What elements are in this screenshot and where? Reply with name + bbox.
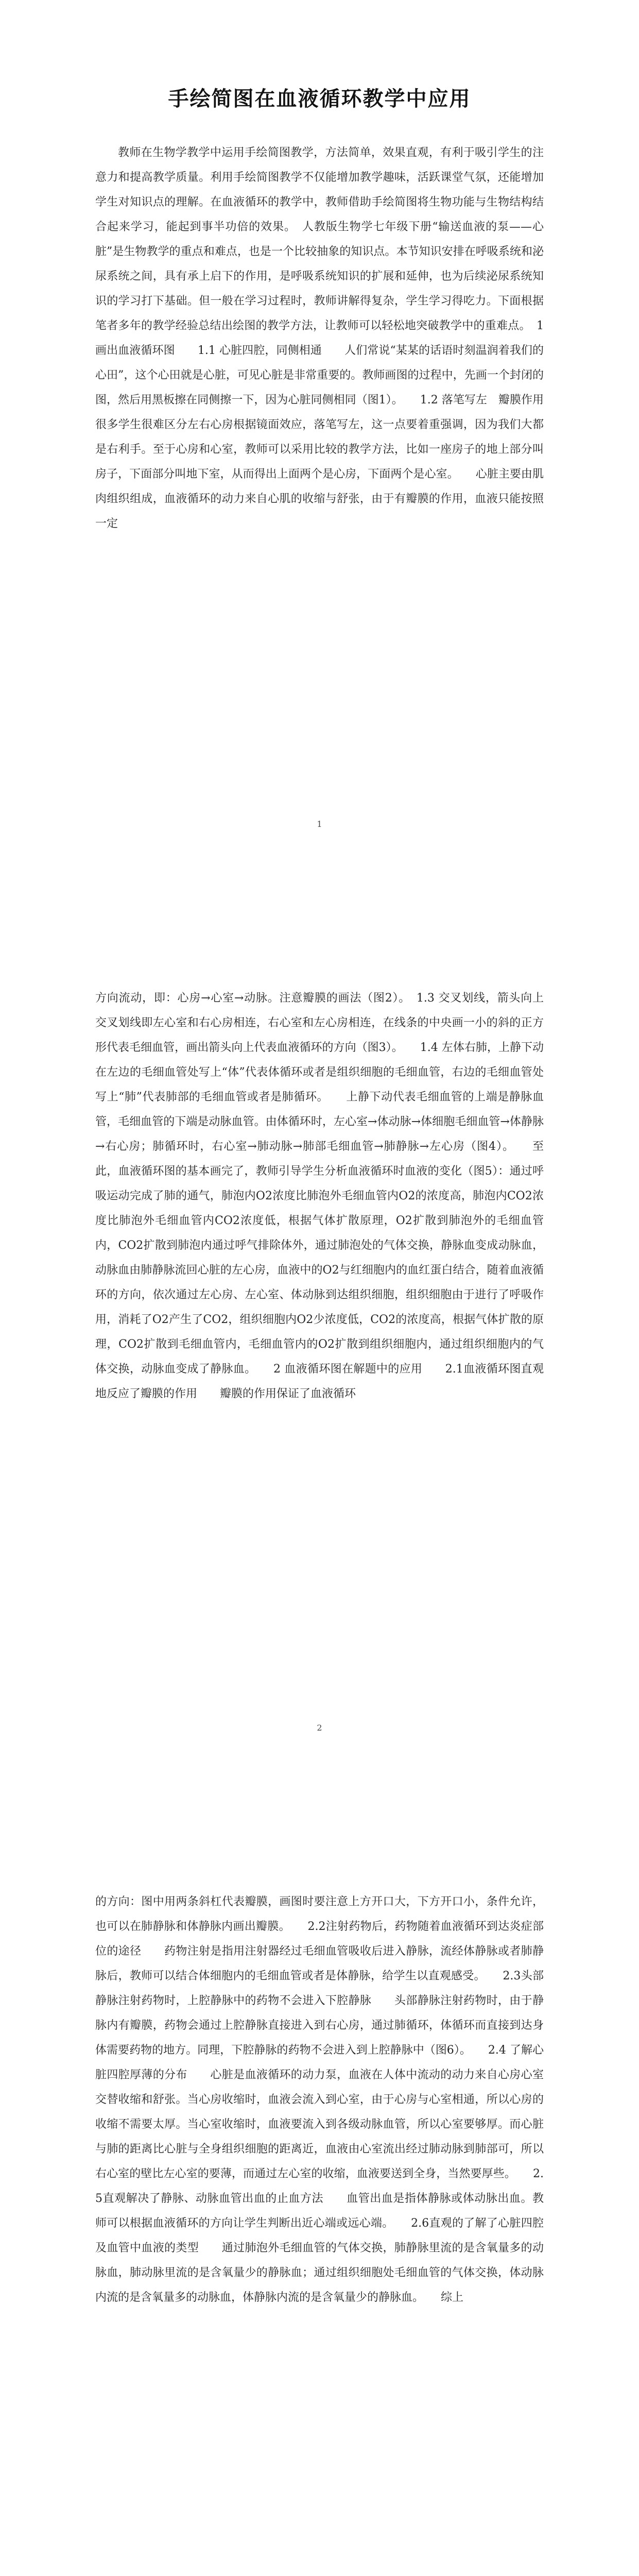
page-1 xyxy=(0,0,639,904)
page-2-body-text: 方向流动，即：心房→心室→动脉。注意瓣膜的画法（图2）。 1.3 交叉划线，箭头向上 交叉划线即左心室和右心房相连，右心室和左心房相连，在线条的中央画一小的斜的正方形代表毛细血管，画出箭头向上代表血液循环的方向（图3）。 1.4 左体右肺，上静下动 在左边的毛细血管处写上“体”代表体循环或者是组织细胞的毛细血管，右边的毛细血管处写上“肺”代表肺部的毛细血管或者是肺循环。 上静下动代表毛细血管的上端是静脉血管，毛细血管的下端是动脉血管。由体循环时，左心室→体动脉→体细胞毛细血管→体静脉→右心房；肺循环时，右心室→肺动脉→肺部毛细血管→肺静脉→左心房（图4）。 至此，血液循环图的基本画完了，教师引导学生分析血液循环时血液的变化（图5）：通过呼吸运动完成了肺的通气，肺泡内O2浓度比肺泡外毛细血管内O2的浓度高，肺泡内CO2浓度比肺泡外毛细血管内CO2浓度低，根据气体扩散原理，O2扩散到肺泡外的毛细血管内，CO2扩散到肺泡内通过呼气排除体外，通过肺泡处的气体交换，静脉血变成动脉血，动脉血由肺静脉流回心脏的左心房，血液中的O2与红细胞内的血红蛋白结合，随着血液循环的方向，依次通过左心房、左心室、体动脉到达组织细胞，组织细胞由于进行了呼吸作用，消耗了O2产生了CO2，组织细胞内O2少浓度低，CO2的浓度高，根据气体扩散的原理，CO2扩散到毛细血管内，毛细血管内的O2扩散到组织细胞内，通过组织细胞内的气体交换，动脉血变成了静脉血。 2 血液循环图在解题中的应用 2.1血液循环图直观地反应了瓣膜的作用 瓣膜的作用保证了血液循环 xyxy=(95,992,567,1400)
page-1-body-text: 教师在生物学教学中运用手绘简图教学，方法简单，效果直观，有利于吸引学生的注意力和提高教学质量。利用手绘简图教学不仅能增加教学趣味，活跃课堂气氛，还能增加学生对知识点的理解。在血液循环的教学中，教师借助手绘简图将生物功能与生物结构结合起来学习，能起到事半功倍的效果。 人教版生物学七年级下册“输送血液的泵——心脏”是生物教学的重点和难点，也是一个比较抽象的知识点。本节知识安排在呼吸系统和泌尿系统之间，具有承上启下的作用，是呼吸系统知识的扩展和延伸，也为后续泌尿系统知识的学习打下基础。但一般在学习过程时，教师讲解得复杂，学生学习得吃力。下面根据笔者多年的教学经验总结出绘图的教学方法，让教师可以轻松地突破教学中的重难点。 1 画出血液循环图 1.1 心脏四腔，同侧相通 人们常说“某某的话语时刻温润着我们的心田”，这个心田就是心脏，可见心脏是非常重要的。教师画图的过程中，先画一个封闭的图，然后用黑板擦在同侧擦一下，因为心脏同侧相同（图1）。 1.2 落笔写左 瓣膜作用 很多学生很难区分左右心房根据镜面效应，落笔写左，这一点要着重强调，因为我们大都是右利手。至于心房和心室，教师可以采用比较的教学方法，比如一座房子的地上部分叫房子，下面部分叫地下室，从而得出上面两个是心房，下面两个是心室。 心脏主要由肌肉组织组成，血液循环的动力来自心肌的收缩与舒张，由于有瓣膜的作用，血液只能按照一定 xyxy=(95,146,567,530)
document-title: 手绘简图在血液循环教学中应用 xyxy=(168,87,471,111)
page-number-2: 2 xyxy=(317,1723,322,1733)
page-3-body-text: 的方向：图中用两条斜杠代表瓣膜，画图时要注意上方开口大，下方开口小，条件允许，也可以在肺静脉和体静脉内画出瓣膜。 2.2注射药物后，药物随着血液循环到达炎症部位的途径 药物注射是指用注射器经过毛细血管吸收后进入静脉，流经体静脉或者肺静脉后，教师可以结合体细胞内的毛细血管或者是体静脉，给学生以直观感受。 2.3头部静脉注射药物时，上腔静脉中的药物不会进入下腔静脉 头部静脉注射药物时，由于静脉内有瓣膜，药物会通过上腔静脉直接进入到右心房，通过肺循环，体循环而直接到达身体需要药物的地方。同理，下腔静脉的药物不会进入到上腔静脉中（图6）。 2.4 了解心脏四腔厚薄的分布 心脏是血液循环的动力泵，血液在人体中流动的动力来自心房心室交替收缩和舒张。当心房收缩时，血液会流入到心室，由于心房与心室相通，所以心房的收缩不需要太厚。当心室收缩时，血液要流入到各级动脉血管，所以心室要够厚。而心脏与肺的距离比心脏与全身组织细胞的距离近，血液由心室流出经过肺动脉到肺部可，所以右心室的壁比左心室的要薄，而通过左心室的收缩，血液要送到全身，当然要厚些。 2.5直观解决了静脉、动脉血管出血的止血方法 血管出血是指体静脉或体动脉出血。教师可以根据血液循环的方向让学生判断出近心端或远心端。 2.6直观的了解了心脏四腔及血管中血液的类型 通过肺泡外毛细血管的气体交换，肺静脉里流的是含氧量多的动脉血，肺动脉里流的是含氧量少的静脉血；通过组织细胞处毛细血管的气体交换，体动脉内流的是含氧量多的动脉血，体静脉内流的是含氧量少的静脉血。 综上 xyxy=(95,1895,544,2304)
page-3 xyxy=(0,1807,639,2576)
page-number-1: 1 xyxy=(317,819,322,829)
page-2 xyxy=(0,904,639,1807)
